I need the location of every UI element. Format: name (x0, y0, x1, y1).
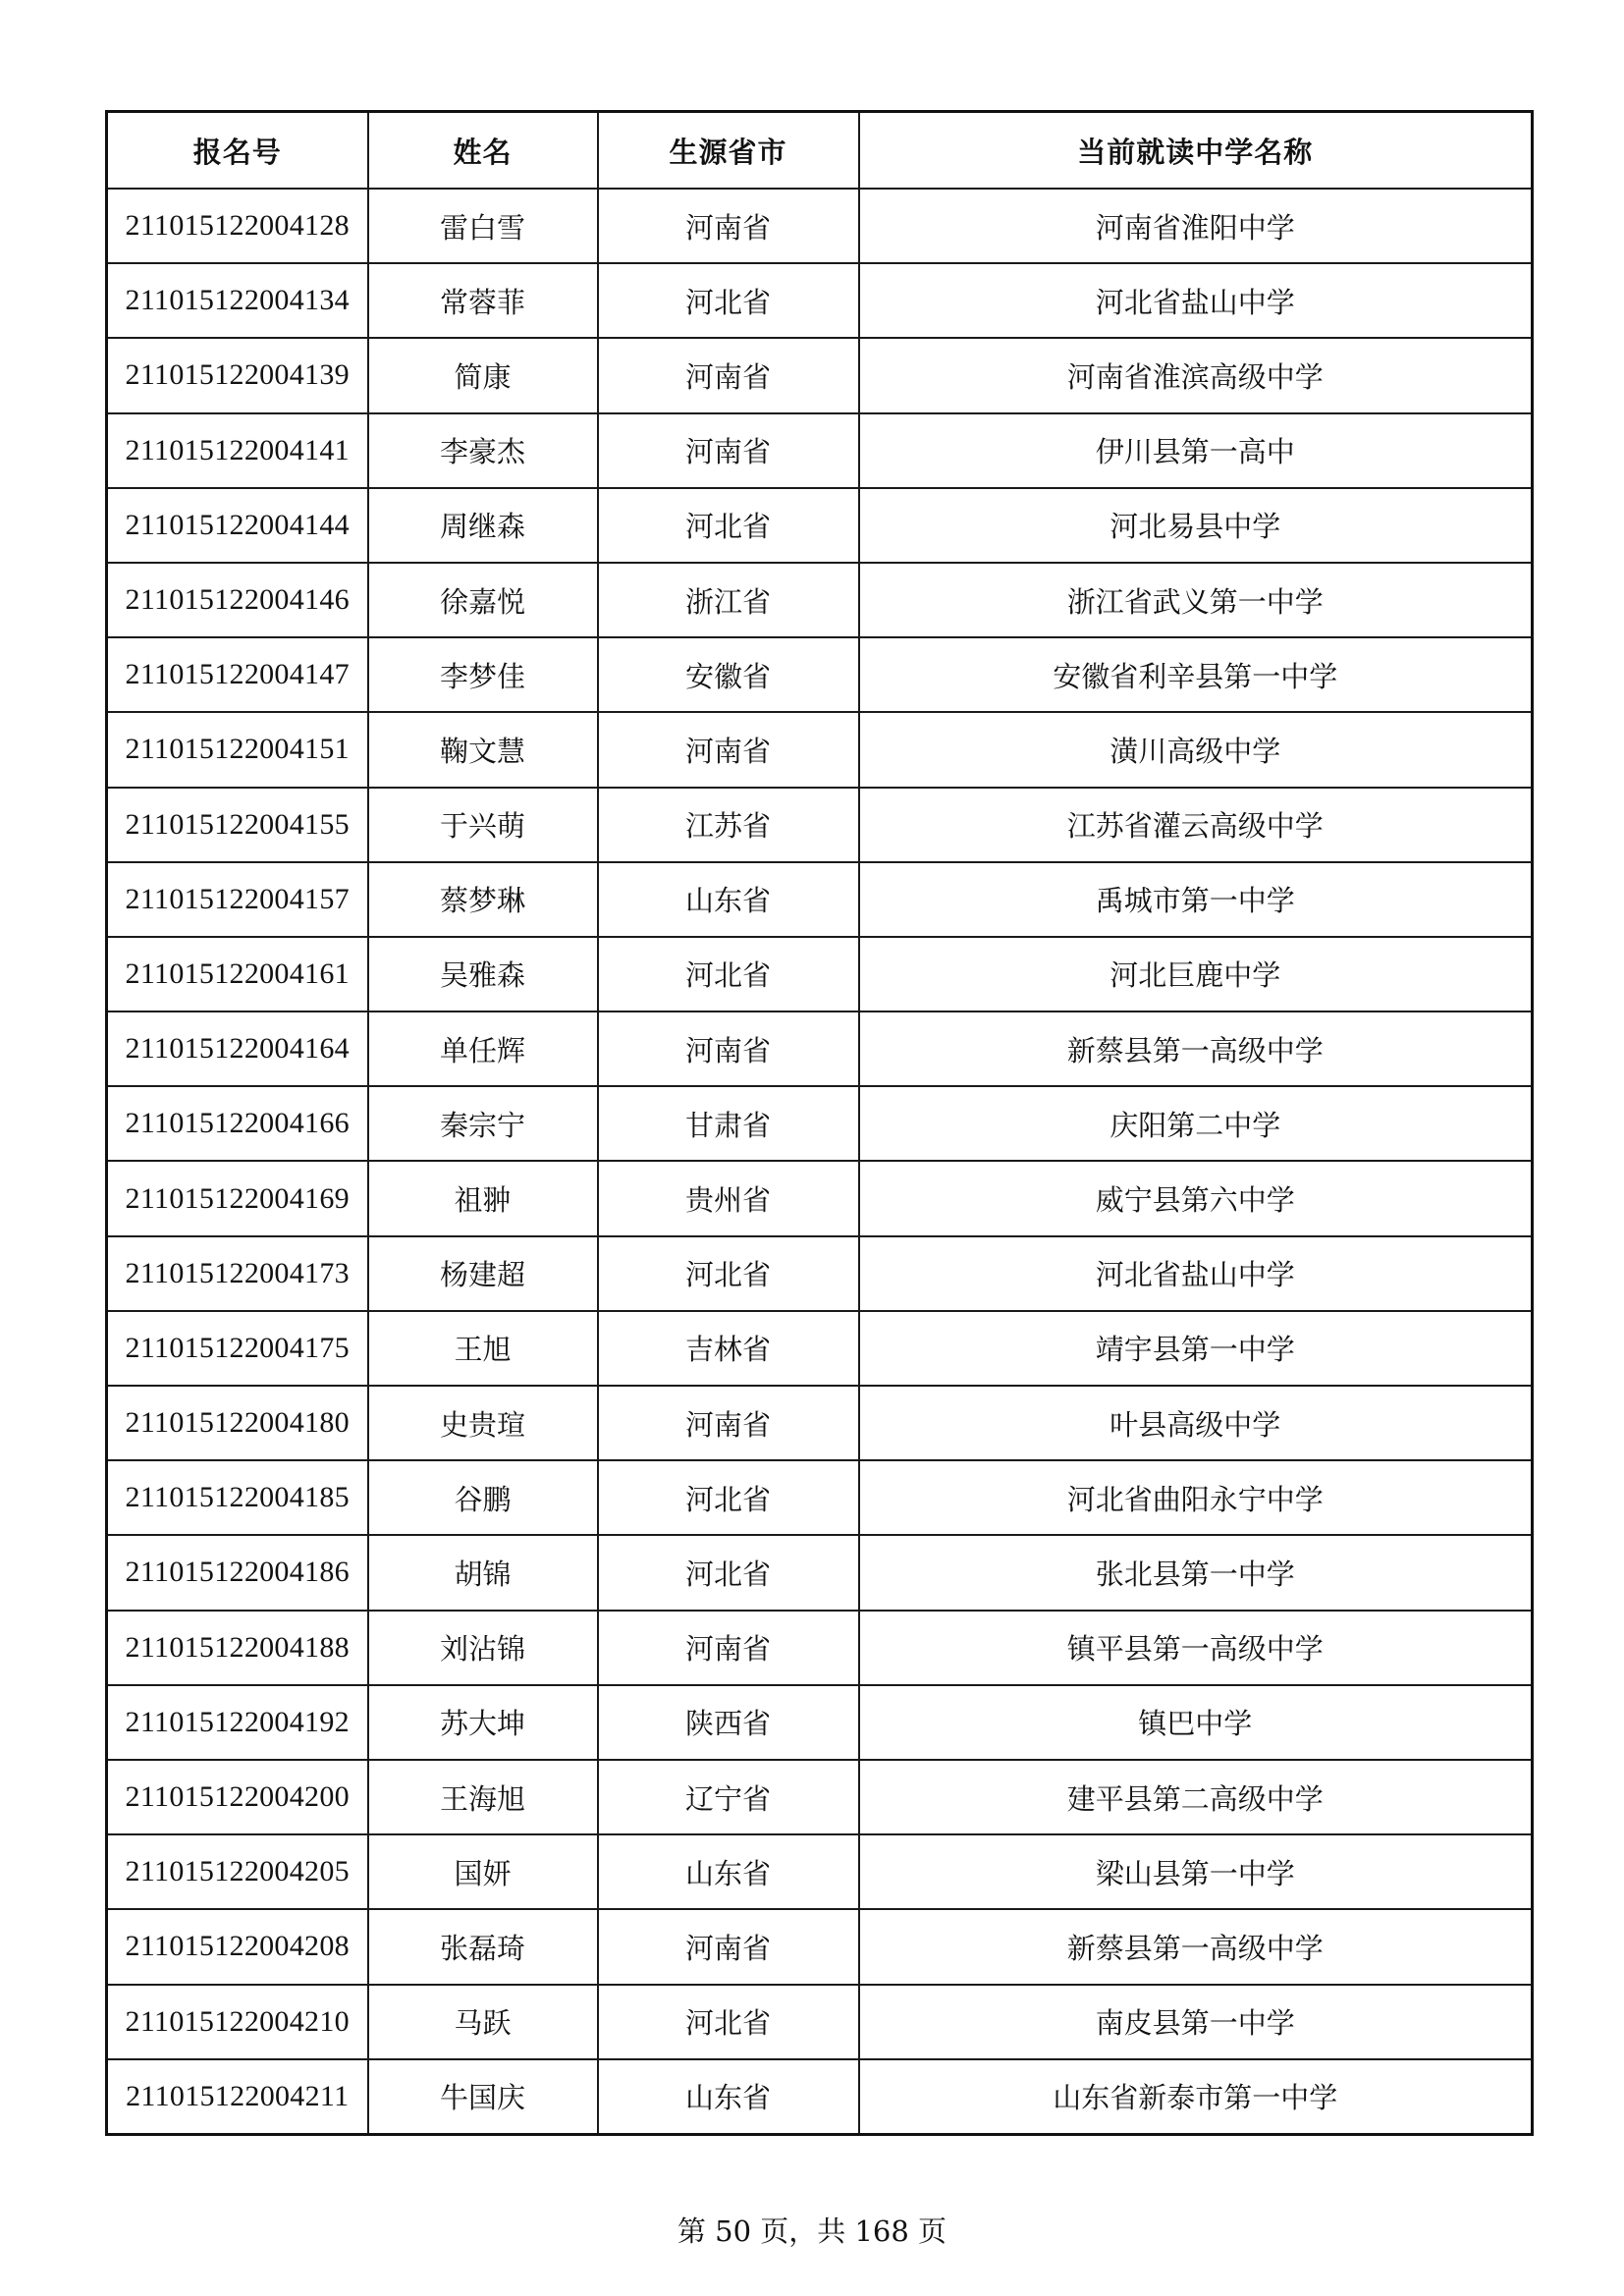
registration-number-cell: 211015122004155 (107, 788, 368, 862)
school-name-cell: 江苏省灌云高级中学 (859, 788, 1533, 862)
student-name-cell: 于兴萌 (368, 788, 598, 862)
province-cell: 甘肃省 (598, 1086, 859, 1161)
province-cell: 吉林省 (598, 1311, 859, 1386)
province-cell: 河北省 (598, 1535, 859, 1610)
student-name-cell: 马跃 (368, 1985, 598, 2059)
school-name-cell: 山东省新泰市第一中学 (859, 2059, 1533, 2135)
registration-number-cell: 211015122004210 (107, 1985, 368, 2059)
province-cell: 河南省 (598, 189, 859, 263)
province-cell: 山东省 (598, 2059, 859, 2135)
table-row (107, 1236, 1533, 1311)
student-name-cell: 刘沾锦 (368, 1611, 598, 1685)
school-name-cell: 镇平县第一高级中学 (859, 1611, 1533, 1685)
table-row (107, 712, 1533, 787)
school-name-cell: 河北巨鹿中学 (859, 937, 1533, 1011)
province-cell: 安徽省 (598, 637, 859, 712)
table-row (107, 1760, 1533, 1834)
student-name-cell: 简康 (368, 338, 598, 412)
student-name-cell: 王海旭 (368, 1760, 598, 1834)
school-name-cell: 伊川县第一高中 (859, 413, 1533, 488)
student-name-cell: 王旭 (368, 1311, 598, 1386)
registration-number-cell: 211015122004173 (107, 1236, 368, 1311)
province-cell: 江苏省 (598, 788, 859, 862)
student-name-cell: 谷鹏 (368, 1460, 598, 1535)
province-cell: 陕西省 (598, 1685, 859, 1760)
province-cell: 河南省 (598, 712, 859, 787)
table-row (107, 1011, 1533, 1086)
student-name-cell: 胡锦 (368, 1535, 598, 1610)
registration-number-cell: 211015122004180 (107, 1386, 368, 1460)
province-cell: 河南省 (598, 1611, 859, 1685)
school-name-cell: 浙江省武义第一中学 (859, 563, 1533, 637)
school-name-cell: 河南省淮滨高级中学 (859, 338, 1533, 412)
student-name-cell: 吴雅森 (368, 937, 598, 1011)
header-name: 姓名 (368, 112, 598, 190)
table-row (107, 1311, 1533, 1386)
school-name-cell: 建平县第二高级中学 (859, 1760, 1533, 1834)
table-body (107, 189, 1533, 2134)
table-row (107, 2059, 1533, 2135)
registration-number-cell: 211015122004185 (107, 1460, 368, 1535)
province-cell: 山东省 (598, 1834, 859, 1909)
student-name-cell: 蔡梦琳 (368, 862, 598, 937)
registration-number-cell: 211015122004169 (107, 1161, 368, 1235)
registration-number-cell: 211015122004192 (107, 1685, 368, 1760)
table-row (107, 1460, 1533, 1535)
province-cell: 河北省 (598, 1236, 859, 1311)
table-row (107, 1386, 1533, 1460)
student-name-cell: 史贵瑄 (368, 1386, 598, 1460)
province-cell: 河北省 (598, 263, 859, 338)
registration-number-cell: 211015122004147 (107, 637, 368, 712)
registration-number-cell: 211015122004146 (107, 563, 368, 637)
registration-number-cell: 211015122004128 (107, 189, 368, 263)
student-name-cell: 鞠文慧 (368, 712, 598, 787)
student-name-cell: 杨建超 (368, 1236, 598, 1311)
province-cell: 山东省 (598, 862, 859, 937)
header-province: 生源省市 (598, 112, 859, 190)
registration-number-cell: 211015122004144 (107, 488, 368, 563)
table-row (107, 338, 1533, 412)
student-name-cell: 国妍 (368, 1834, 598, 1909)
province-cell: 河南省 (598, 338, 859, 412)
registration-number-cell: 211015122004211 (107, 2059, 368, 2135)
table-row (107, 1909, 1533, 1984)
province-cell: 河北省 (598, 488, 859, 563)
school-name-cell: 潢川高级中学 (859, 712, 1533, 787)
page-number-text: 第 50 页，共 168 页 (677, 2214, 947, 2248)
table-row (107, 1535, 1533, 1610)
province-cell: 河南省 (598, 1909, 859, 1984)
registration-number-cell: 211015122004200 (107, 1760, 368, 1834)
registration-number-cell: 211015122004166 (107, 1086, 368, 1161)
page-number-footer (0, 2210, 1624, 2250)
student-name-cell: 李豪杰 (368, 413, 598, 488)
province-cell: 辽宁省 (598, 1760, 859, 1834)
school-name-cell: 靖宇县第一中学 (859, 1311, 1533, 1386)
table-row (107, 413, 1533, 488)
table-row (107, 1685, 1533, 1760)
school-name-cell: 河北省盐山中学 (859, 263, 1533, 338)
student-name-cell: 张磊琦 (368, 1909, 598, 1984)
school-name-cell: 河北省盐山中学 (859, 1236, 1533, 1311)
header-registration-number: 报名号 (107, 112, 368, 190)
province-cell: 河北省 (598, 1460, 859, 1535)
table-row (107, 1834, 1533, 1909)
school-name-cell: 新蔡县第一高级中学 (859, 1909, 1533, 1984)
province-cell: 河北省 (598, 937, 859, 1011)
student-name-cell: 秦宗宁 (368, 1086, 598, 1161)
school-name-cell: 河北易县中学 (859, 488, 1533, 563)
school-name-cell: 张北县第一中学 (859, 1535, 1533, 1610)
registration-number-cell: 211015122004175 (107, 1311, 368, 1386)
school-name-cell: 镇巴中学 (859, 1685, 1533, 1760)
table-row (107, 862, 1533, 937)
registration-number-cell: 211015122004186 (107, 1535, 368, 1610)
registration-number-cell: 211015122004141 (107, 413, 368, 488)
student-name-cell: 雷白雪 (368, 189, 598, 263)
school-name-cell: 安徽省利辛县第一中学 (859, 637, 1533, 712)
school-name-cell: 梁山县第一中学 (859, 1834, 1533, 1909)
registration-number-cell: 211015122004188 (107, 1611, 368, 1685)
table-row (107, 1161, 1533, 1235)
school-name-cell: 禹城市第一中学 (859, 862, 1533, 937)
registration-number-cell: 211015122004139 (107, 338, 368, 412)
student-name-cell: 周继森 (368, 488, 598, 563)
table-row (107, 189, 1533, 263)
province-cell: 河南省 (598, 413, 859, 488)
registration-number-cell: 211015122004164 (107, 1011, 368, 1086)
province-cell: 河南省 (598, 1386, 859, 1460)
student-name-cell: 李梦佳 (368, 637, 598, 712)
school-name-cell: 庆阳第二中学 (859, 1086, 1533, 1161)
province-cell: 河南省 (598, 1011, 859, 1086)
table-row (107, 1611, 1533, 1685)
table-row (107, 937, 1533, 1011)
registration-number-cell: 211015122004134 (107, 263, 368, 338)
school-name-cell: 新蔡县第一高级中学 (859, 1011, 1533, 1086)
student-name-cell: 单任辉 (368, 1011, 598, 1086)
student-name-cell: 常蓉菲 (368, 263, 598, 338)
registration-number-cell: 211015122004151 (107, 712, 368, 787)
header-school: 当前就读中学名称 (859, 112, 1533, 190)
table-row (107, 788, 1533, 862)
table-header (107, 112, 1533, 190)
admission-roster-table (105, 110, 1534, 2136)
school-name-cell: 威宁县第六中学 (859, 1161, 1533, 1235)
table-row (107, 563, 1533, 637)
student-name-cell: 祖翀 (368, 1161, 598, 1235)
student-name-cell: 苏大坤 (368, 1685, 598, 1760)
student-name-cell: 徐嘉悦 (368, 563, 598, 637)
header-row (107, 112, 1533, 190)
province-cell: 贵州省 (598, 1161, 859, 1235)
table-row (107, 637, 1533, 712)
table-row (107, 488, 1533, 563)
school-name-cell: 南皮县第一中学 (859, 1985, 1533, 2059)
table-row (107, 1086, 1533, 1161)
registration-number-cell: 211015122004161 (107, 937, 368, 1011)
registration-number-cell: 211015122004208 (107, 1909, 368, 1984)
province-cell: 浙江省 (598, 563, 859, 637)
province-cell: 河北省 (598, 1985, 859, 2059)
school-name-cell: 叶县高级中学 (859, 1386, 1533, 1460)
school-name-cell: 河北省曲阳永宁中学 (859, 1460, 1533, 1535)
table-row (107, 263, 1533, 338)
table-row (107, 1985, 1533, 2059)
registration-number-cell: 211015122004157 (107, 862, 368, 937)
student-name-cell: 牛国庆 (368, 2059, 598, 2135)
school-name-cell: 河南省淮阳中学 (859, 189, 1533, 263)
registration-number-cell: 211015122004205 (107, 1834, 368, 1909)
